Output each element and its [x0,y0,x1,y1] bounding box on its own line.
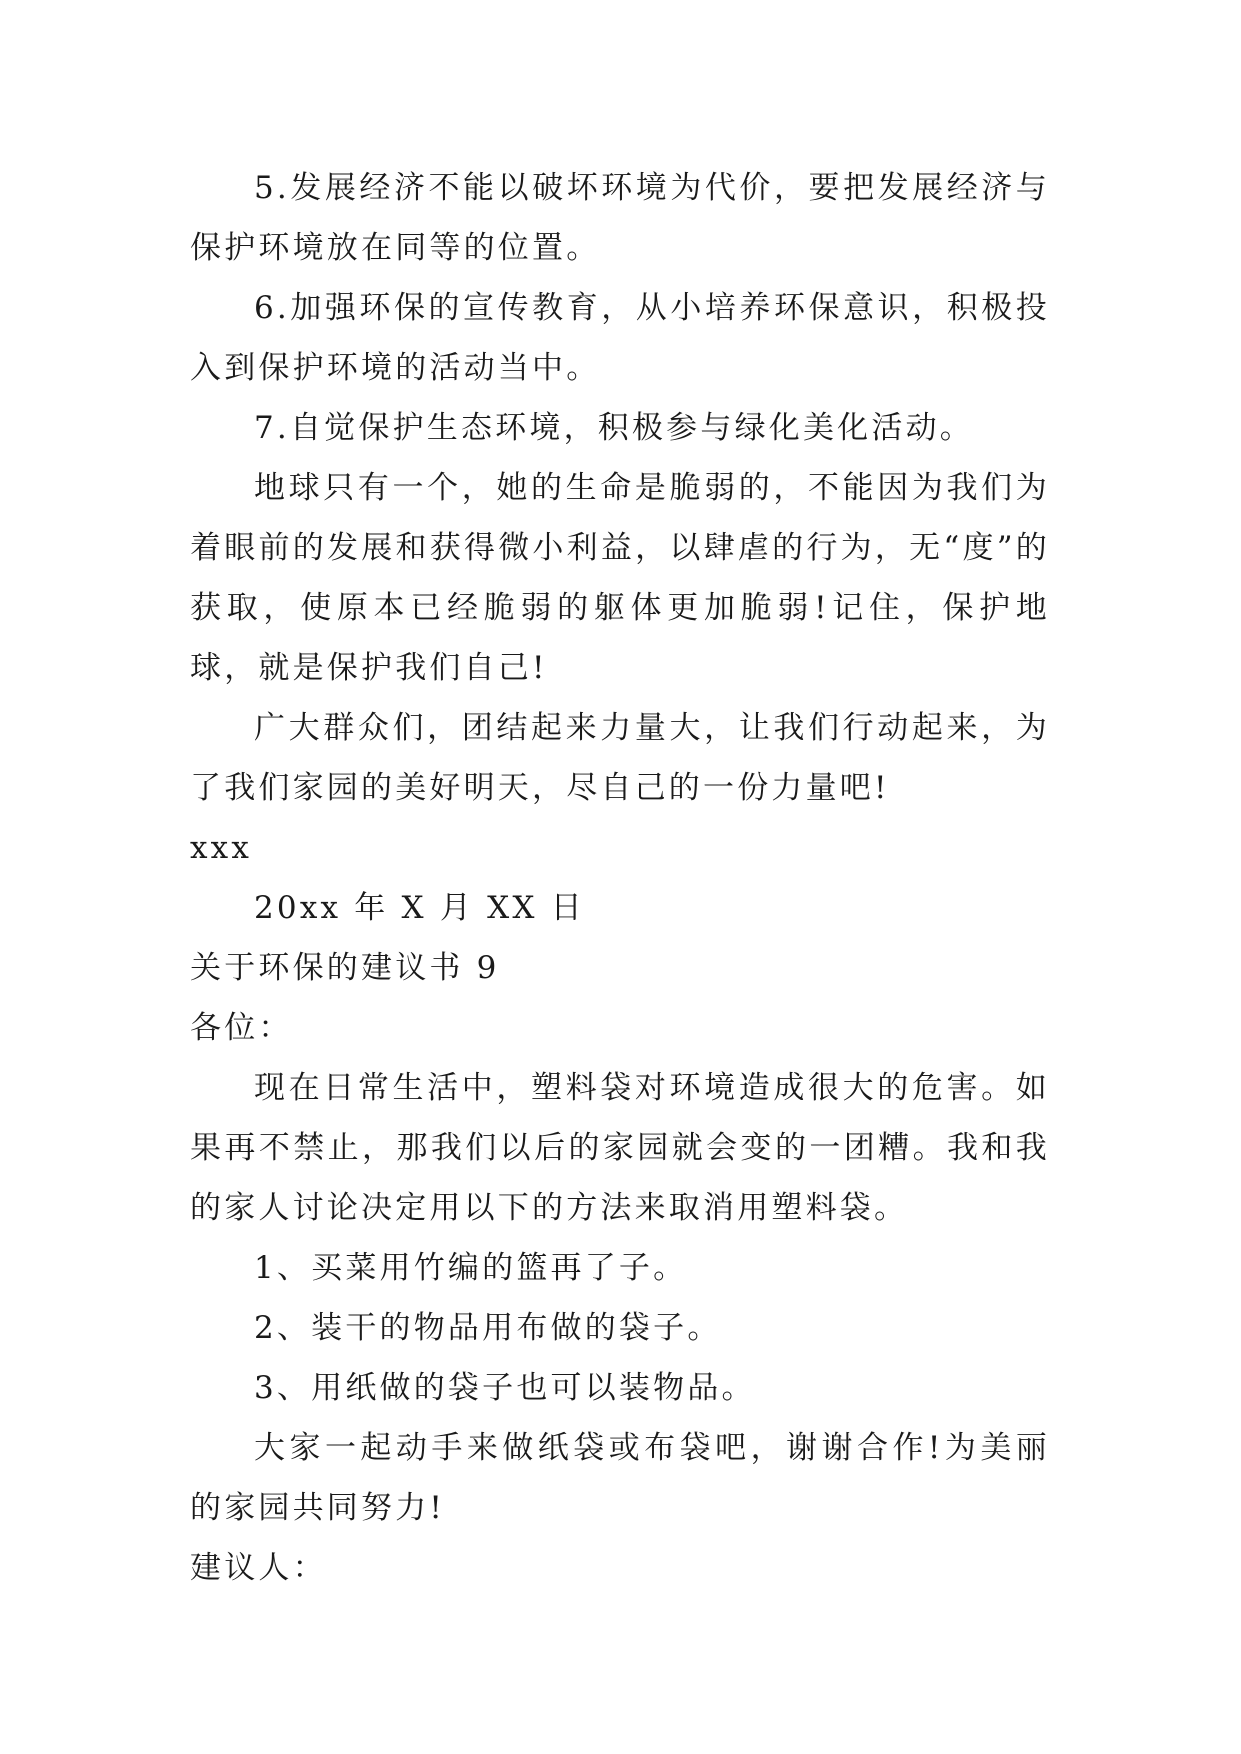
paragraph-item-6: 6.加强环保的宣传教育，从小培养环保意识，积极投入到保护环境的活动当中。 [190,290,1050,386]
paragraph-item-5: 5.发展经济不能以破坏环境为代价，要把发展经济与保护环境放在同等的位置。 [190,170,1050,266]
list-item-3: 3、用纸做的袋子也可以装物品。 [254,1370,756,1406]
paragraph-call-to-action: 广大群众们，团结起来力量大，让我们行动起来，为了我们家园的美好明天，尽自己的一份力量吧! [190,710,1050,806]
signer-name: xxx [190,830,253,866]
signature-date: 20xx 年 X 月 XX 日 [254,890,585,926]
paragraph-closing: 大家一起动手来做纸袋或布袋吧，谢谢合作!为美丽的家园共同努力! [190,1430,1050,1526]
paragraph-intro: 现在日常生活中，塑料袋对环境造成很大的危害。如果再不禁止，那我们以后的家园就会变的一团糟。我和我的家人讨论决定用以下的方法来取消用塑料袋。 [190,1070,1050,1226]
document-page [190,158,1050,1598]
paragraph-earth: 地球只有一个，她的生命是脆弱的，不能因为我们为着眼前的发展和获得微小利益，以肆虐的行为，无“度”的获取，使原本已经脆弱的躯体更加脆弱!记住，保护地球，就是保护我们自己! [190,470,1050,686]
list-item-1: 1、买菜用竹编的篮再了子。 [254,1250,688,1286]
section-title: 关于环保的建议书 9 [190,950,500,986]
salutation: 各位： [190,1010,293,1046]
paragraph-item-7: 7.自觉保护生态环境，积极参与绿化美化活动。 [254,410,974,446]
proposer-label: 建议人： [190,1550,327,1586]
list-item-2: 2、装干的物品用布做的袋子。 [254,1310,722,1346]
